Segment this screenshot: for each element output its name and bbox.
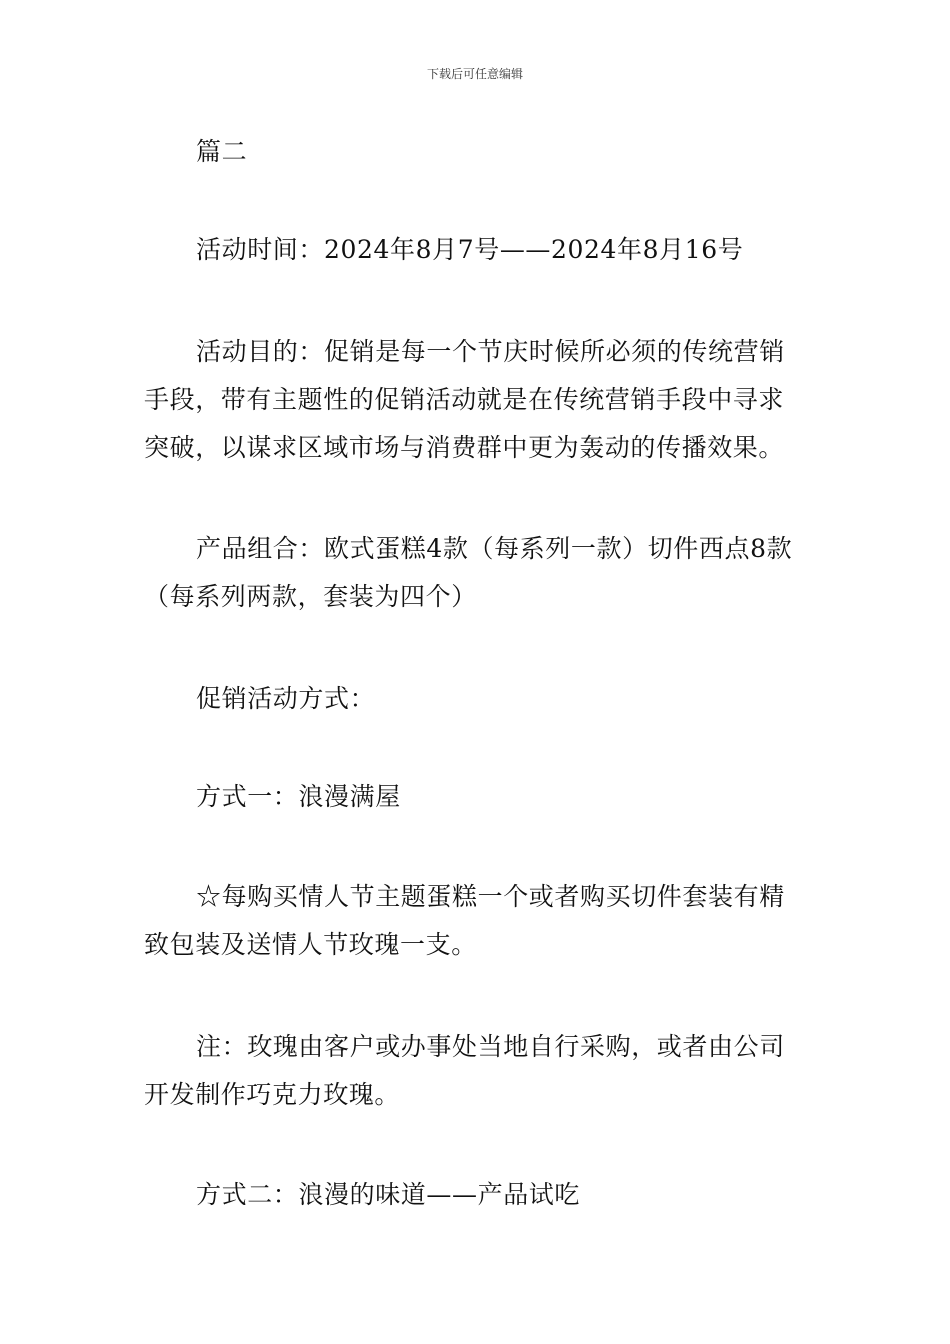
activity-time-paragraph: 活动时间：2024年8月7号——2024年8月16号 <box>196 235 744 264</box>
promotion-method-heading: 促销活动方式： <box>196 684 376 713</box>
method-one-heading: 方式一：浪漫满屋 <box>196 782 401 811</box>
section-heading: 篇二 <box>196 137 248 166</box>
activity-purpose-paragraph: 活动目的：促销是每一个节庆时候所必须的传统营销手段，带有主题性的促销活动就是在传统营销手段中寻求突破，以谋求区域市场与消费群中更为轰动的传播效果。 <box>144 337 785 462</box>
method-two-heading: 方式二：浪漫的味道——产品试吃 <box>196 1180 581 1209</box>
product-combo-paragraph: 产品组合：欧式蛋糕4款（每系列一款）切件西点8款（每系列两款，套装为四个） <box>144 534 793 611</box>
rose-note-paragraph: 注：玫瑰由客户或办事处当地自行采购，或者由公司开发制作巧克力玫瑰。 <box>144 1032 785 1109</box>
method-one-description: ☆每购买情人节主题蛋糕一个或者购买切件套装有精致包装及送情人节玫瑰一支。 <box>144 882 785 959</box>
page-header: 下载后可任意编辑 <box>426 67 523 81</box>
